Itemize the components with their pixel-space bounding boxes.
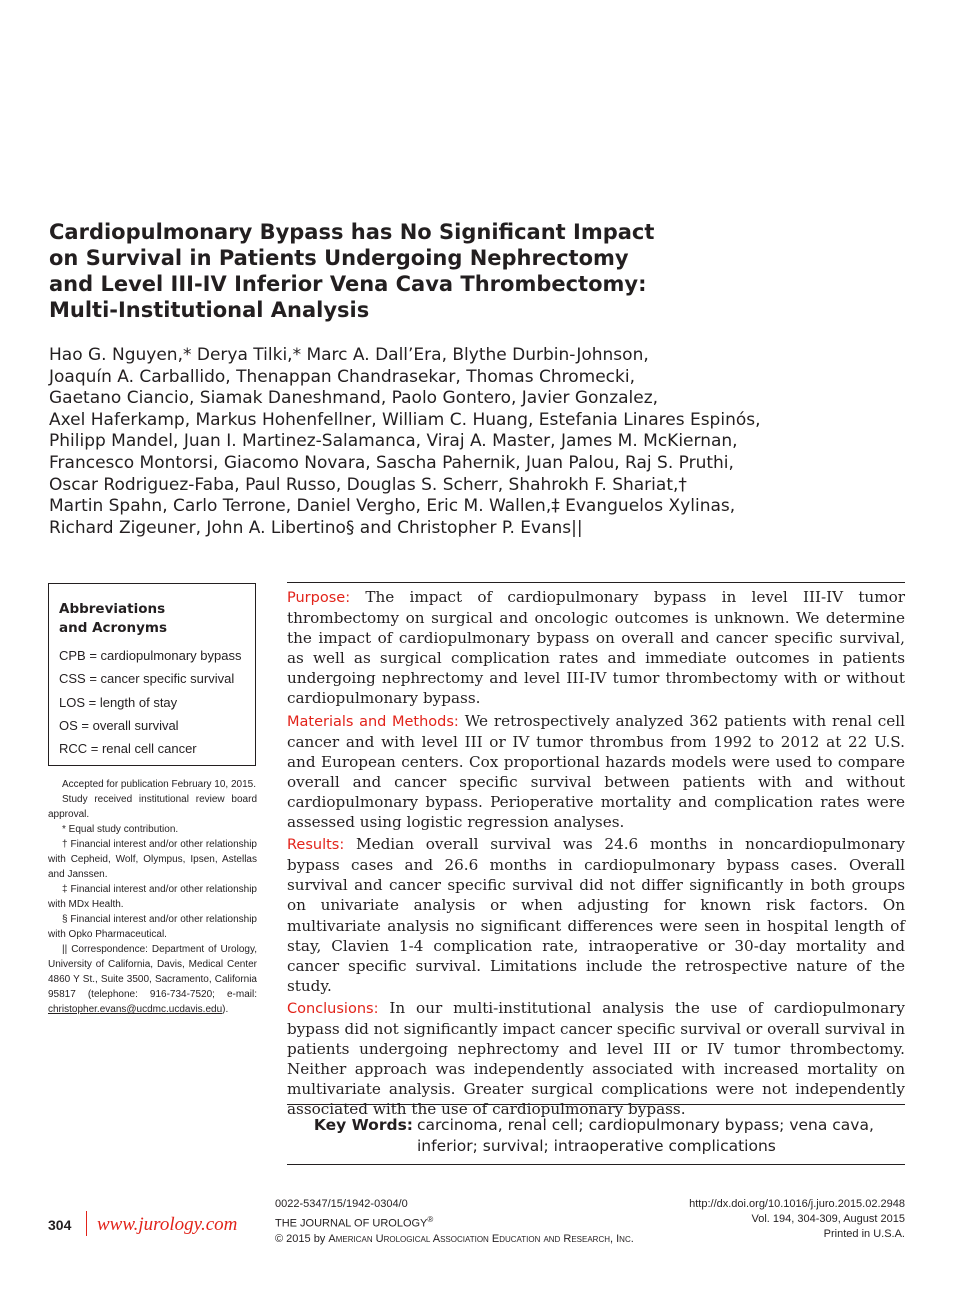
abstract-top-rule bbox=[287, 582, 905, 583]
methods-text: We retrospectively analyzed 362 patients with renal cell cancer and with level III or IV tumor thrombus from 1992 to 2012 at 22 U.S. and European centers. Cox proportional hazards models were used to compare overall and cancer specific survival between patients with and without cardiopulmonary bypass. Perioperative mortality and complication rates were assessed using logistic regression analyses. bbox=[287, 711, 906, 832]
author-line: Francesco Montorsi, Giacomo Novara, Sascha Pahernik, Juan Palou, Raj S. Pruthi, bbox=[49, 452, 734, 473]
copyright-prefix: © 2015 by bbox=[275, 1232, 329, 1245]
copyright-org: American Urological Association Education and Research, Inc. bbox=[328, 1232, 634, 1245]
keywords-text: carcinoma, renal cell; cardiopulmonary bypass; vena cava, inferior; survival; intraoperative complications bbox=[417, 1116, 874, 1155]
author-line: Martin Spahn, Carlo Terrone, Daniel Vergho, Eric M. Wallen,‡ Evanguelos Xylinas, bbox=[49, 496, 736, 517]
author-list bbox=[49, 345, 839, 539]
abstract-conclusions bbox=[287, 998, 905, 1120]
accepted-note: Accepted for publication February 10, 2015. bbox=[62, 779, 257, 790]
keywords-bottom-rule bbox=[287, 1164, 905, 1165]
abbreviations-heading-line: Abbreviations bbox=[59, 601, 166, 617]
abbreviations-heading bbox=[59, 600, 255, 638]
correspondence-end: ). bbox=[222, 1004, 229, 1015]
results-heading: Results: bbox=[287, 837, 345, 854]
abstract bbox=[287, 587, 905, 1121]
title-line: Multi-Institutional Analysis bbox=[49, 298, 370, 322]
abbreviation-item: OS = overall survival bbox=[59, 717, 179, 733]
website-link[interactable]: www.jurology.com bbox=[97, 1214, 238, 1235]
author-line: Oscar Rodriguez-Faba, Paul Russo, Douglas S. Scherr, Shahrokh F. Shariat,† bbox=[49, 474, 687, 495]
methods-heading: Materials and Methods: bbox=[287, 713, 459, 730]
registered-mark: ® bbox=[427, 1215, 434, 1224]
abstract-results bbox=[287, 834, 905, 996]
title-line: Cardiopulmonary Bypass has No Significant Impact bbox=[49, 220, 655, 244]
irb-note: Study received institutional review board approval. bbox=[48, 794, 257, 820]
conclusions-heading: Conclusions: bbox=[287, 1000, 379, 1017]
footer-left bbox=[275, 1197, 634, 1247]
equal-contribution-note: * Equal study contribution. bbox=[62, 824, 179, 835]
keywords-top-rule bbox=[287, 1104, 905, 1105]
abbreviation-item: CPB = cardiopulmonary bypass bbox=[59, 648, 242, 663]
printed-info: Printed in U.S.A. bbox=[823, 1228, 905, 1240]
abbreviation-item: RCC = renal cell cancer bbox=[59, 741, 197, 757]
disclosure-note: † Financial interest and/or other relationship with Cepheid, Wolf, Olympus, Ipsen, Astellas and Janssen. bbox=[48, 839, 257, 880]
title-line: on Survival in Patients Undergoing Nephrectomy bbox=[49, 246, 629, 270]
doi-link[interactable]: http://dx.doi.org/10.1016/j.juro.2015.02.2948 bbox=[689, 1198, 905, 1210]
correspondence-note bbox=[48, 942, 257, 1017]
abbreviations-box bbox=[48, 583, 256, 766]
author-line: Philipp Mandel, Juan I. Martinez-Salamanca, Viraj A. Master, James M. McKiernan, bbox=[49, 431, 738, 452]
results-text: Median overall survival was 24.6 months in noncardiopulmonary bypass cases and 26.6 months in cardiopulmonary bypass cases. Overall survival and cancer specific survival did not differ significantly in both groups on univariate analysis or when adjusting for known risk factors. On multivariate analysis no significant differences were seen in hospital length of stay, Clavien 1-4 complication rate, intraoperative or 30-day mortality and cancer specific survival. Limitations include the retrospective nature of the study. bbox=[287, 835, 906, 995]
author-line: Hao G. Nguyen,* Derya Tilki,* Marc A. Dall’Era, Blythe Durbin-Johnson, bbox=[49, 345, 649, 365]
journal-name bbox=[275, 1212, 634, 1232]
author-line: Joaquín A. Carballido, Thenappan Chandrasekar, Thomas Chromecki, bbox=[49, 366, 635, 387]
abbreviation-item: CSS = cancer specific survival bbox=[59, 671, 235, 687]
abbreviation-item: LOS = length of stay bbox=[59, 694, 178, 710]
article-title bbox=[49, 219, 669, 323]
article-notes bbox=[48, 777, 257, 1017]
author-line: Gaetano Ciancio, Siamak Daneshmand, Paolo Gontero, Javier Gonzalez, bbox=[49, 388, 659, 409]
copyright bbox=[275, 1232, 634, 1247]
author-line: Axel Haferkamp, Markus Hohenfellner, William C. Huang, Estefania Linares Espinós, bbox=[49, 409, 761, 430]
purpose-text: The impact of cardiopulmonary bypass in level III-IV tumor thrombectomy on surgical and oncologic outcomes is unknown. We determine the impact of cardiopulmonary bypass on overall and cancer specific survival, as well as surgical complication rates and immediate outcomes in patients undergoing nephrectomy and level III-IV tumor thrombectomy with or without cardiopulmonary bypass. bbox=[287, 588, 906, 708]
conclusions-text: In our multi-institutional analysis the use of cardiopulmonary bypass did not significantly impact cancer specific survival or overall survival in patients undergoing nephrectomy and level III or IV tumor thrombectomy. Neither approach was independently associated with increased mortality on multivariate analysis. Greater surgical complications were not independently associated with the use of cardiopulmonary bypass. bbox=[287, 998, 905, 1119]
footer-right bbox=[689, 1197, 905, 1242]
purpose-heading: Purpose: bbox=[287, 590, 351, 606]
abstract-purpose bbox=[287, 587, 905, 709]
page-number: 304 bbox=[48, 1217, 72, 1233]
title-line: and Level III-IV Inferior Vena Cava Thrombectomy: bbox=[49, 272, 647, 296]
disclosure-note: § Financial interest and/or other relationship with Opko Pharmaceutical. bbox=[48, 914, 257, 940]
email-link[interactable]: christopher.evans@ucdmc.ucdavis.edu bbox=[48, 1004, 223, 1015]
correspondence-text: || Correspondence: Department of Urology, University of California, Davis, Medical Center 4860 Y St., Suite 3500, Sacramento, California 95817 (telephone: 916-734-7520; e-mail: bbox=[48, 944, 257, 1000]
abbreviations-heading-line: and Acronyms bbox=[59, 620, 167, 636]
keywords-block bbox=[287, 1115, 905, 1156]
author-line: Richard Zigeuner, John A. Libertino§ and Christopher P. Evans|| bbox=[49, 517, 583, 538]
article-code: 0022-5347/15/1942-0304/0 bbox=[275, 1198, 408, 1210]
disclosure-note: ‡ Financial interest and/or other relationship with MDx Health. bbox=[48, 884, 257, 910]
footer-divider bbox=[86, 1211, 87, 1236]
journal-title: THE JOURNAL OF UROLOGY bbox=[275, 1217, 428, 1230]
keywords-label: Key Words: bbox=[313, 1116, 413, 1134]
abstract-methods bbox=[287, 711, 905, 833]
volume-info: Vol. 194, 304-309, August 2015 bbox=[751, 1213, 905, 1225]
